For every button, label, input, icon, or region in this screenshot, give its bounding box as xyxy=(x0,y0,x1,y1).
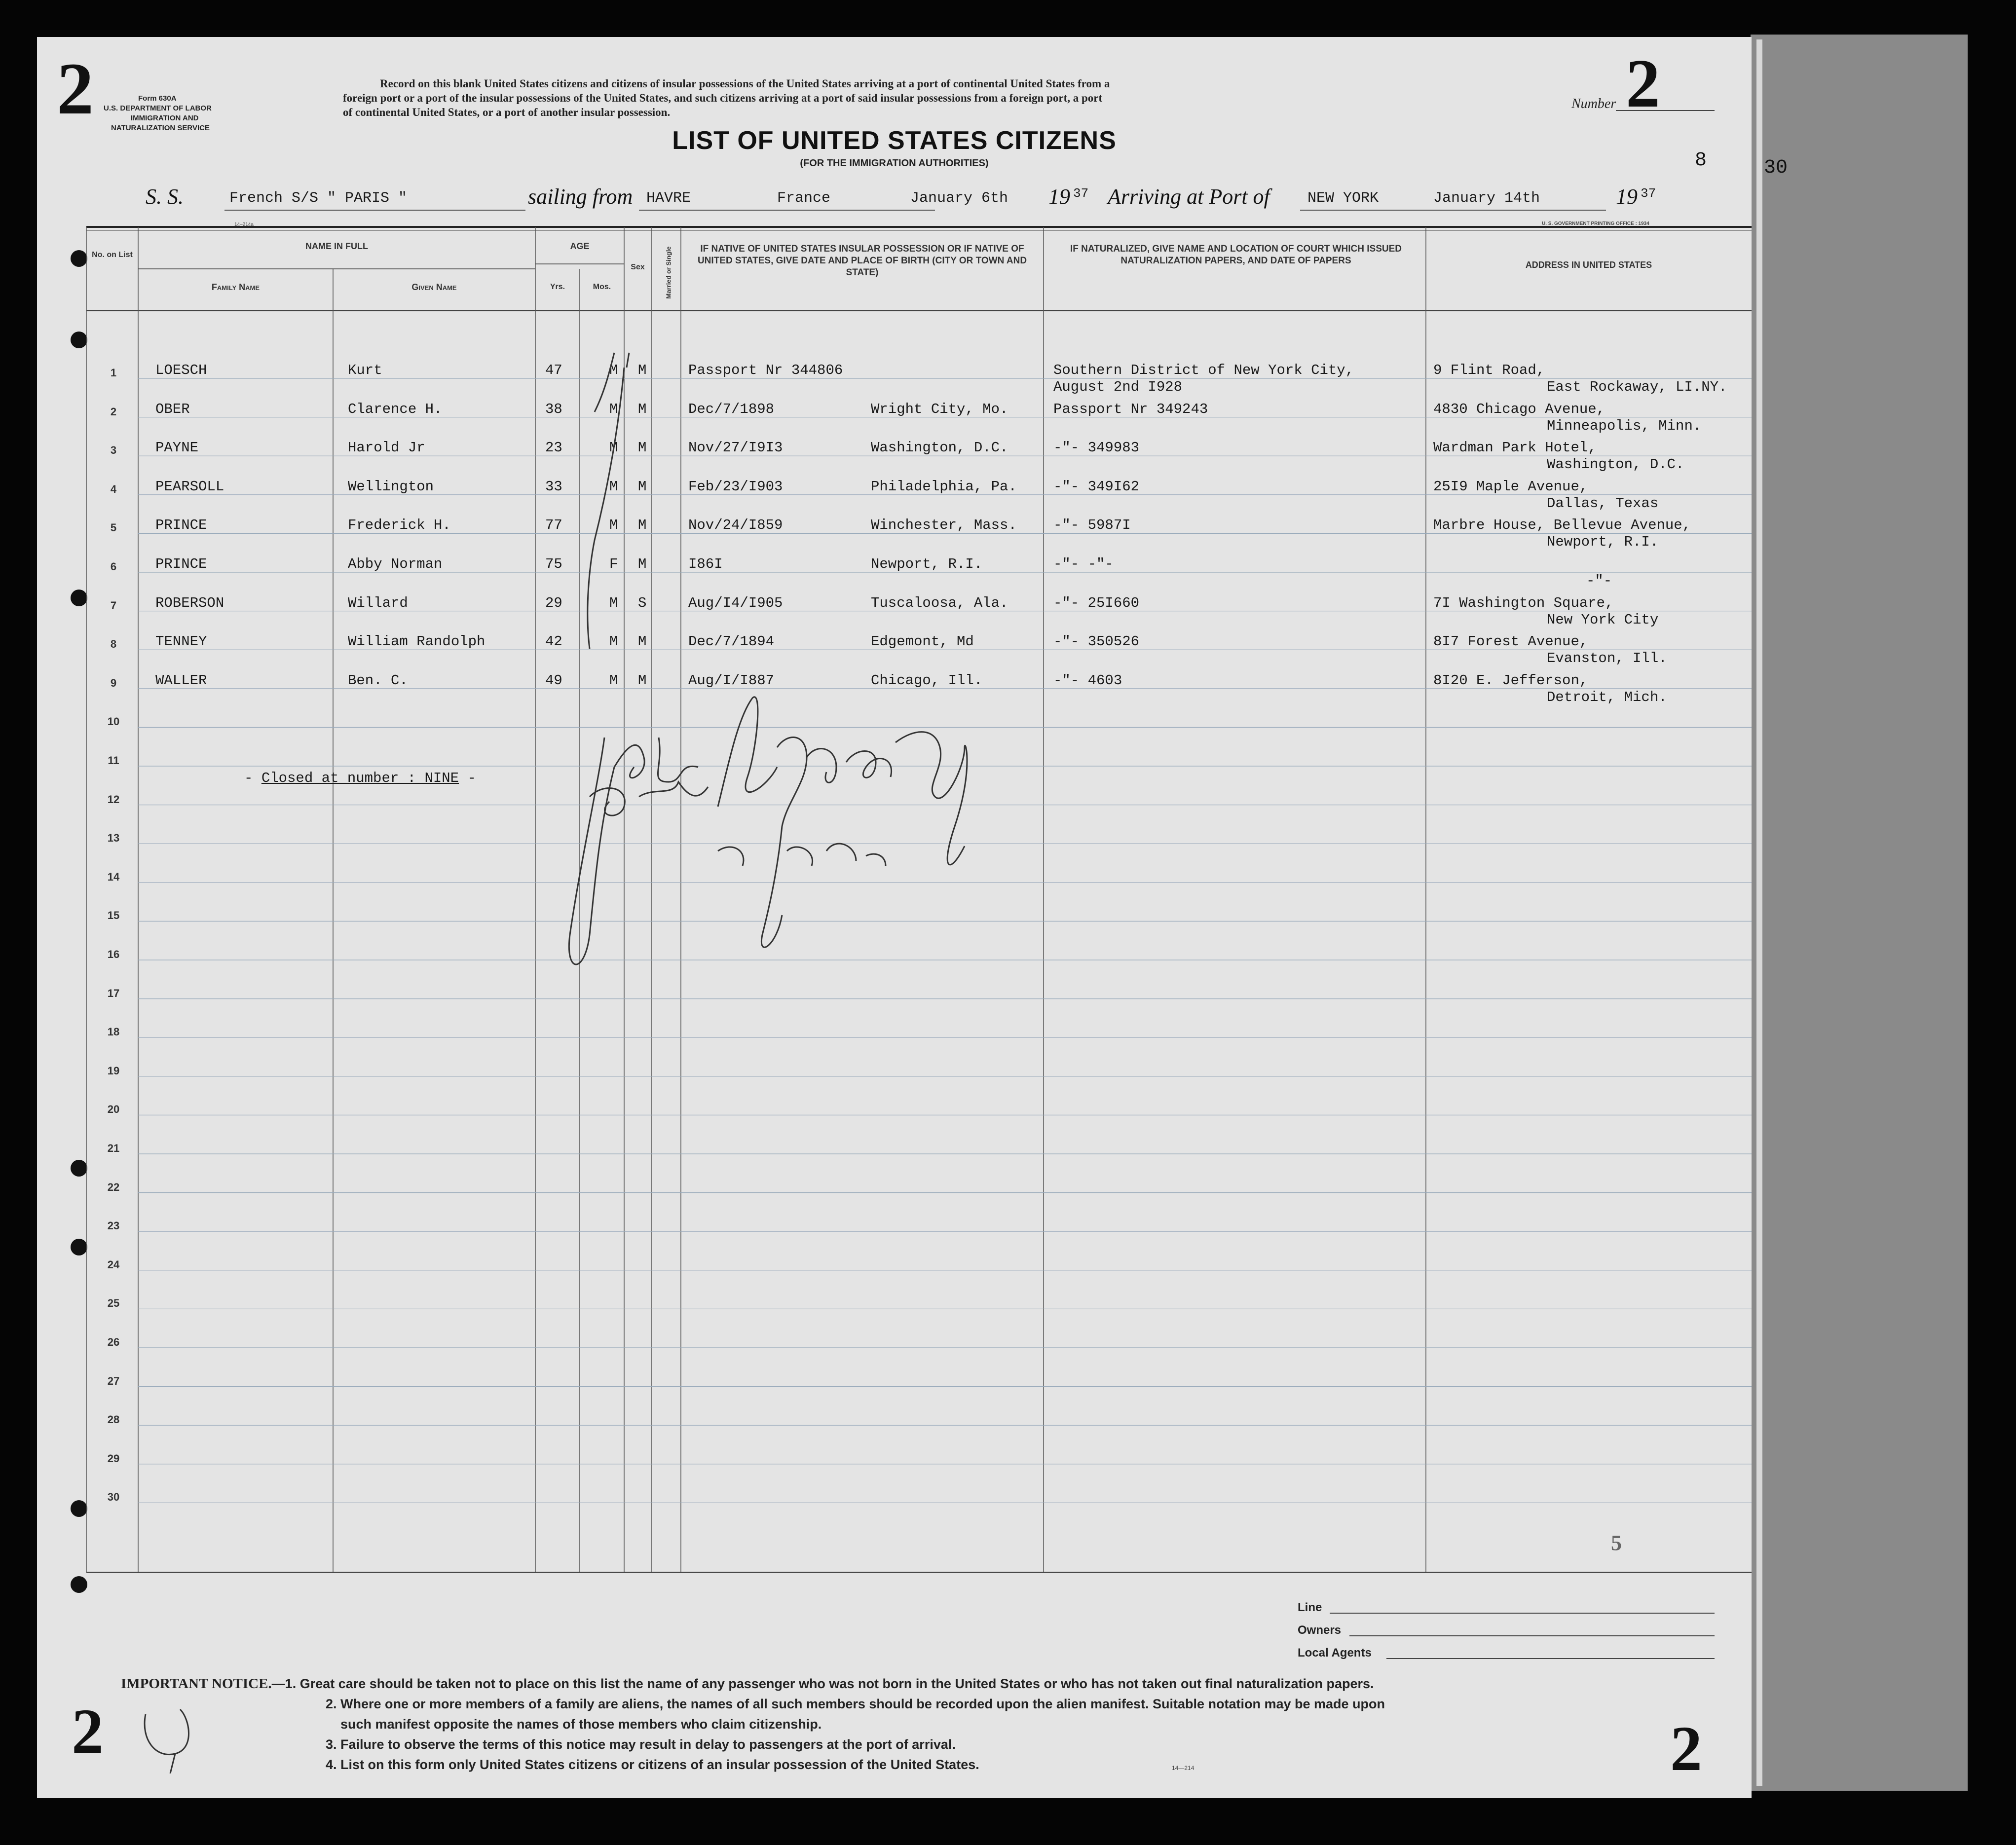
line-number: 19 xyxy=(107,1064,120,1077)
notice-print-code: 14—214 xyxy=(1172,1765,1195,1771)
line-number: 23 xyxy=(107,1219,120,1232)
footer-line-label: Line xyxy=(1298,1601,1322,1614)
notice-item-2-cont: such manifest opposite the names of those members who claim citizenship. xyxy=(340,1717,822,1732)
address-line-2: -"- xyxy=(1586,573,1612,589)
given-name: Kurt xyxy=(348,362,382,378)
sex: M xyxy=(609,594,618,611)
header-married-single: Married or Single xyxy=(665,246,672,299)
family-name: LOESCH xyxy=(155,362,207,378)
age-years: 77 xyxy=(545,517,562,534)
birth-date: Dec/7/1894 xyxy=(688,633,775,650)
depart-year: 37 xyxy=(1073,186,1089,201)
given-name: Clarence H. xyxy=(348,401,443,417)
address-line-1: 7I Washington Square, xyxy=(1433,594,1614,611)
address-line-2: New York City xyxy=(1547,611,1659,628)
header-mos: Mos. xyxy=(593,283,611,291)
line-number: 12 xyxy=(107,793,120,806)
age-years: 49 xyxy=(545,672,562,689)
address-line-1: Marbre House, Bellevue Avenue, xyxy=(1433,517,1691,534)
age-years: 33 xyxy=(545,478,562,495)
line-number: 8 xyxy=(110,638,117,651)
sex: M xyxy=(609,362,618,378)
marital-status: M xyxy=(638,478,647,495)
given-name: Wellington xyxy=(348,478,434,495)
birth-date: Dec/7/1898 xyxy=(688,401,775,417)
header-yrs: Yrs. xyxy=(550,283,565,291)
notice-item-1: —1. Great care should be taken not to place on this list the name of any passenger who was not born in the United States or who has not taken out final naturalization papers. xyxy=(271,1676,1374,1691)
birth-place: Washington, D.C. xyxy=(871,440,1008,456)
from-port: HAVRE xyxy=(646,190,691,207)
number-label: Number xyxy=(1571,96,1616,111)
family-name: PEARSOLL xyxy=(155,478,224,495)
depart-year-prefix: 19 xyxy=(1048,184,1070,209)
header-no: No. on List xyxy=(92,251,133,259)
intro-line-1: Record on this blank United States citizens and citizens of insular possessions of the United States arriving at a port of continental United States from a xyxy=(380,77,1110,90)
page-fold xyxy=(1756,39,1762,1786)
handwritten-mark-bottom xyxy=(136,1699,205,1773)
marital-status: M xyxy=(638,633,647,650)
marital-status: M xyxy=(638,440,647,456)
manifest-sheet xyxy=(37,37,1752,1798)
given-name: William Randolph xyxy=(348,633,485,650)
header-name-in-full: NAME IN FULL xyxy=(305,241,368,251)
birth-date: Nov/24/I859 xyxy=(688,517,783,534)
table-row xyxy=(37,362,1752,399)
naturalization-line-1: -"- 25I660 xyxy=(1053,594,1140,611)
footer-local-agents-label: Local Agents xyxy=(1298,1646,1372,1660)
header-family-name: Family Name xyxy=(211,282,260,292)
naturalization-line-1: Passport Nr 349243 xyxy=(1053,401,1208,417)
print-code: 14–214a xyxy=(234,222,254,227)
sex: M xyxy=(609,440,618,456)
naturalization-line-1: -"- 5987I xyxy=(1053,517,1131,534)
age-years: 29 xyxy=(545,594,562,611)
birth-place: Tuscaloosa, Ala. xyxy=(871,594,1008,611)
table-row xyxy=(37,478,1752,516)
from-country: France xyxy=(777,190,831,207)
address-line-1: 9 Flint Road, xyxy=(1433,362,1545,378)
form-number: Form 630A xyxy=(138,94,177,103)
sex: F xyxy=(609,556,618,572)
age-years: 38 xyxy=(545,401,562,417)
arrive-year: 37 xyxy=(1641,186,1656,201)
sheet-marker-bottom-right: 2 xyxy=(1670,1713,1702,1784)
line-number: 26 xyxy=(107,1336,120,1348)
naturalization-line-1: Southern District of New York City, xyxy=(1053,362,1354,378)
family-name: PAYNE xyxy=(155,440,199,456)
naturalization-line-1: -"- 4603 xyxy=(1053,672,1122,689)
table-row xyxy=(37,401,1752,438)
line-number: 13 xyxy=(107,832,120,845)
address-line-2: Minneapolis, Minn. xyxy=(1547,417,1702,434)
sex: M xyxy=(609,517,618,534)
intro-line-2: foreign port or a port of the insular possessions of the United States, and such citizens arriving at a port of said insular possessions from a foreign port, a port xyxy=(343,92,1103,104)
notice-item-3: 3. Failure to observe the terms of this notice may result in delay to passengers at the port of arrival. xyxy=(326,1737,956,1752)
line-number: 11 xyxy=(108,754,119,767)
page-mark: 8 xyxy=(1695,149,1707,172)
birth-date: I86I xyxy=(688,556,723,572)
marital-status: S xyxy=(638,594,647,611)
line-number: 2 xyxy=(110,405,117,418)
address-line-1: 25I9 Maple Avenue, xyxy=(1433,478,1588,495)
intro-line-3: of continental United States, or a port of another insular possession. xyxy=(343,106,671,118)
sex: M xyxy=(609,478,618,495)
marital-status: M xyxy=(638,672,647,689)
birth-date: Nov/27/I9I3 xyxy=(688,440,783,456)
given-name: Harold Jr xyxy=(348,440,425,456)
line-number: 3 xyxy=(110,444,117,457)
family-name: OBER xyxy=(155,401,190,417)
naturalization-line-1: -"- 349I62 xyxy=(1053,478,1140,495)
header-given-name: Given Name xyxy=(411,282,457,292)
naturalization-line-1: -"- 350526 xyxy=(1053,633,1140,650)
naturalization-line-2: August 2nd I928 xyxy=(1053,379,1183,395)
birth-place: Edgemont, Md xyxy=(871,633,974,650)
notice-heading: IMPORTANT NOTICE. xyxy=(121,1676,272,1692)
arriving-label: Arriving at Port of xyxy=(1108,184,1270,209)
marital-status: M xyxy=(638,362,647,378)
page-mark-edge: 30 xyxy=(1764,157,1788,179)
age-years: 75 xyxy=(545,556,562,572)
number-value: 2 xyxy=(1626,45,1660,122)
line-number: 24 xyxy=(107,1258,120,1271)
line-number: 28 xyxy=(107,1413,120,1426)
notice-item-2: 2. Where one or more members of a family are aliens, the names of all such members should be recorded upon the alien manifest. Suitable notation may be made upon xyxy=(326,1697,1385,1711)
birth-place: Wright City, Mo. xyxy=(871,401,1008,417)
line-number: 18 xyxy=(107,1026,120,1038)
address-line-1: 4830 Chicago Avenue, xyxy=(1433,401,1605,417)
line-number: 10 xyxy=(107,715,120,728)
table-row xyxy=(37,517,1752,554)
ship-name: French S/S " PARIS " xyxy=(229,190,408,207)
line-number: 25 xyxy=(107,1297,120,1310)
marital-status: M xyxy=(638,401,647,417)
marital-status: M xyxy=(638,517,647,534)
line-number: 1 xyxy=(110,367,117,379)
birth-date: Aug/I/I887 xyxy=(688,672,775,689)
birth-date: Feb/23/I903 xyxy=(688,478,783,495)
line-number: 27 xyxy=(107,1374,120,1387)
address-line-1: Wardman Park Hotel, xyxy=(1433,440,1597,456)
form-department: U.S. DEPARTMENT OF LABOR xyxy=(104,104,212,112)
line-number: 30 xyxy=(107,1491,120,1504)
closed-note xyxy=(244,770,476,787)
closed-prefix: - xyxy=(244,770,261,786)
line-number: 21 xyxy=(107,1142,120,1154)
birth-place: Philadelphia, Pa. xyxy=(871,478,1017,495)
line-number: 22 xyxy=(107,1181,120,1193)
important-notice xyxy=(121,1674,1385,1775)
header-age: AGE xyxy=(570,241,590,251)
age-years: 42 xyxy=(545,633,562,650)
line-number: 4 xyxy=(110,482,117,495)
address-line-1: 8I20 E. Jefferson, xyxy=(1433,672,1588,689)
sheet-marker-top-left: 2 xyxy=(57,48,94,130)
adjacent-page-edge xyxy=(1751,35,1968,1791)
line-number: 16 xyxy=(107,948,120,960)
naturalization-line-1: -"- -"- xyxy=(1053,556,1114,572)
age-years: 23 xyxy=(545,440,562,456)
page-subtitle: (FOR THE IMMIGRATION AUTHORITIES) xyxy=(800,158,989,169)
birth-date: Passport Nr 344806 xyxy=(688,362,843,378)
address-line-2: Detroit, Mich. xyxy=(1547,689,1667,705)
notice-item-4: 4. List on this form only United States citizens or citizens of an insular possession of the United States. xyxy=(326,1757,979,1772)
page-title: LIST OF UNITED STATES CITIZENS xyxy=(672,126,1117,155)
header-address: ADDRESS IN UNITED STATES xyxy=(1525,260,1652,270)
line-number: 9 xyxy=(110,676,117,689)
sex: M xyxy=(609,672,618,689)
form-service-1: IMMIGRATION AND xyxy=(131,114,199,122)
line-number: 14 xyxy=(107,870,120,883)
form-service-2: NATURALIZATION SERVICE xyxy=(111,124,210,132)
birth-place: Newport, R.I. xyxy=(871,556,983,572)
arrive-date: January 14th xyxy=(1433,190,1540,207)
table-row xyxy=(37,555,1752,593)
sex: M xyxy=(609,401,618,417)
sailing-label: sailing from xyxy=(528,184,633,209)
header-naturalized: IF NATURALIZED, GIVE NAME AND LOCATION OF COURT WHICH ISSUED NATURALIZATION PAPERS, AND DATE OF PAPERS xyxy=(1070,244,1402,266)
line-number: 20 xyxy=(107,1103,120,1116)
given-name: Willard xyxy=(348,594,408,611)
given-name: Frederick H. xyxy=(348,517,451,534)
address-line-1: 8I7 Forest Avenue, xyxy=(1433,633,1588,650)
header-native: IF NATIVE OF UNITED STATES INSULAR POSSESSION OR IF NATIVE OF UNITED STATES, GIVE DATE AND PLACE OF BIRTH (CITY OR TOWN AND STATE) xyxy=(697,244,1027,278)
age-years: 47 xyxy=(545,362,562,378)
ss-label: S. S. xyxy=(146,184,184,209)
gpo-note: U. S. GOVERNMENT PRINTING OFFICE : 1934 xyxy=(1542,221,1649,226)
footer-local-agents-field xyxy=(1386,1658,1715,1659)
family-name: TENNEY xyxy=(155,633,207,650)
line-number: 7 xyxy=(110,599,117,612)
header-sex: Sex xyxy=(631,263,645,271)
family-name: PRINCE xyxy=(155,556,207,572)
footer-owners-field xyxy=(1349,1635,1715,1636)
marital-status: M xyxy=(638,556,647,572)
naturalization-line-1: -"- 349983 xyxy=(1053,440,1140,456)
address-line-2: Washington, D.C. xyxy=(1547,456,1684,473)
footer-owners-label: Owners xyxy=(1298,1624,1342,1637)
line-number: 15 xyxy=(107,909,120,922)
birth-date: Aug/I4/I905 xyxy=(688,594,783,611)
depart-date: January 6th xyxy=(910,190,1008,207)
table-row xyxy=(37,439,1752,477)
address-line-2: East Rockaway, LI.NY. xyxy=(1547,379,1727,395)
given-name: Ben. C. xyxy=(348,672,408,689)
birth-place: Winchester, Mass. xyxy=(871,517,1017,534)
line-number: 6 xyxy=(110,560,117,573)
arrive-port: NEW YORK xyxy=(1307,190,1379,207)
line-number: 5 xyxy=(110,521,117,534)
family-name: WALLER xyxy=(155,672,207,689)
family-name: PRINCE xyxy=(155,517,207,534)
arrive-year-prefix: 19 xyxy=(1616,184,1638,209)
line-number: 17 xyxy=(107,987,120,999)
closed-text: Closed at number : NINE xyxy=(261,770,459,786)
sex: M xyxy=(609,633,618,650)
birth-place: Chicago, Ill. xyxy=(871,672,983,689)
line-number: 29 xyxy=(107,1452,120,1465)
corner-number: 5 xyxy=(1611,1531,1622,1555)
address-line-2: Evanston, Ill. xyxy=(1547,650,1667,667)
footer-line-field xyxy=(1330,1613,1715,1614)
family-name: ROBERSON xyxy=(155,594,224,611)
closed-suffix: - xyxy=(459,770,476,786)
sheet-marker-bottom-left: 2 xyxy=(72,1696,104,1767)
address-line-2: Dallas, Texas xyxy=(1547,495,1659,512)
age-check-marks xyxy=(575,333,654,703)
given-name: Abby Norman xyxy=(348,556,443,572)
address-line-2: Newport, R.I. xyxy=(1547,534,1659,551)
